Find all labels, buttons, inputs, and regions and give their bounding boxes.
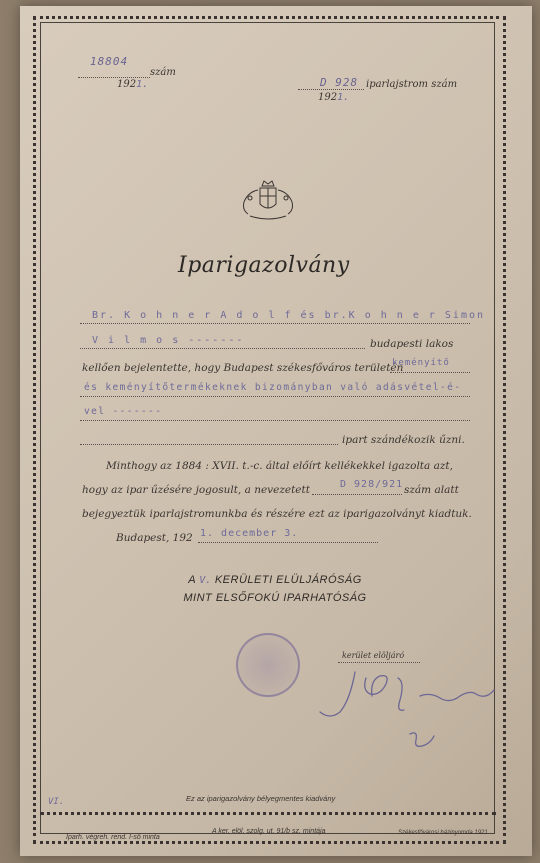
holder-names-continued: V i l m o s ------- xyxy=(92,335,245,346)
trade-line-4 xyxy=(80,444,338,445)
trade-line-1 xyxy=(390,372,470,373)
names-line-1 xyxy=(80,323,470,324)
law-line: Minthogy az 1884 : XVII. t.-c. által előírt kellékekkel igazolta azt, xyxy=(106,460,453,472)
register-number: D 928 xyxy=(320,76,359,89)
case-number: 18804 xyxy=(90,55,129,68)
document-title: Iparigazolvány xyxy=(178,253,350,278)
trade-typed-3: vel ------- xyxy=(84,406,163,417)
entitled-number-line xyxy=(312,494,402,495)
trade-line-2 xyxy=(80,396,470,397)
trade-typed-1: keményítő xyxy=(392,358,450,368)
residence-label: budapesti lakos xyxy=(370,338,454,350)
case-year: 1921. xyxy=(117,79,149,90)
footer-right-print: Székesfővárosi házinyomda 1921 xyxy=(398,830,488,836)
registered-line: bejegyeztük iparlajstromunkba és részére ezt az iparigazolványt kiadtuk. xyxy=(82,508,472,520)
issue-date: 1. december 3. xyxy=(200,528,299,539)
footer-border xyxy=(40,812,496,815)
register-year: 1921. xyxy=(318,92,350,103)
footer-left-print: Iparh. végreh. rend. I-ső minta xyxy=(66,834,160,841)
handwritten-signature xyxy=(300,660,500,760)
holder-names: Br. K o h n e r A d o l f és br.K o h n e r Simon xyxy=(92,310,486,321)
entitled-suffix: szám alatt xyxy=(404,484,459,496)
place-date-prefix: Budapest, 192 xyxy=(116,532,193,544)
signature-label: kerület elöljáró xyxy=(342,651,405,660)
reported-text: kellően bejelentette, hogy Budapest székesfőváros területén xyxy=(82,362,404,374)
case-number-line xyxy=(78,77,150,78)
stamp-duty-note: Ez az iparigazolvány bélyegmentes kiadvány xyxy=(186,794,336,803)
hungarian-coat-of-arms-icon xyxy=(236,178,300,222)
entitled-number: D 928/921 xyxy=(340,479,404,490)
entitled-prefix: hogy az ipar űzésére jogosult, a nevezetett xyxy=(82,484,310,496)
trade-typed-2: és keményítőtermékeknek bizományban való adásvétel-é- xyxy=(84,382,462,393)
trade-line-3 xyxy=(80,420,470,421)
intends-text: ipart szándékozik űzni. xyxy=(342,434,465,446)
register-number-label: iparlajstrom szám xyxy=(366,79,458,90)
margin-note: VI. xyxy=(48,797,65,807)
footer-center-print: A ker. elöl. szolg. ut. 91/b sz. mintája xyxy=(212,828,326,835)
names-line-2 xyxy=(80,348,365,349)
authority-line-1: A V. KERÜLETI ELÜLJÁRÓSÁG xyxy=(188,574,362,586)
issue-date-line xyxy=(198,542,378,543)
case-number-label: szám xyxy=(150,67,176,78)
official-stamp xyxy=(236,633,300,697)
authority-line-2: MINT ELSŐFOKÚ IPARHATÓSÁG xyxy=(183,592,367,604)
register-number-line xyxy=(298,89,364,90)
